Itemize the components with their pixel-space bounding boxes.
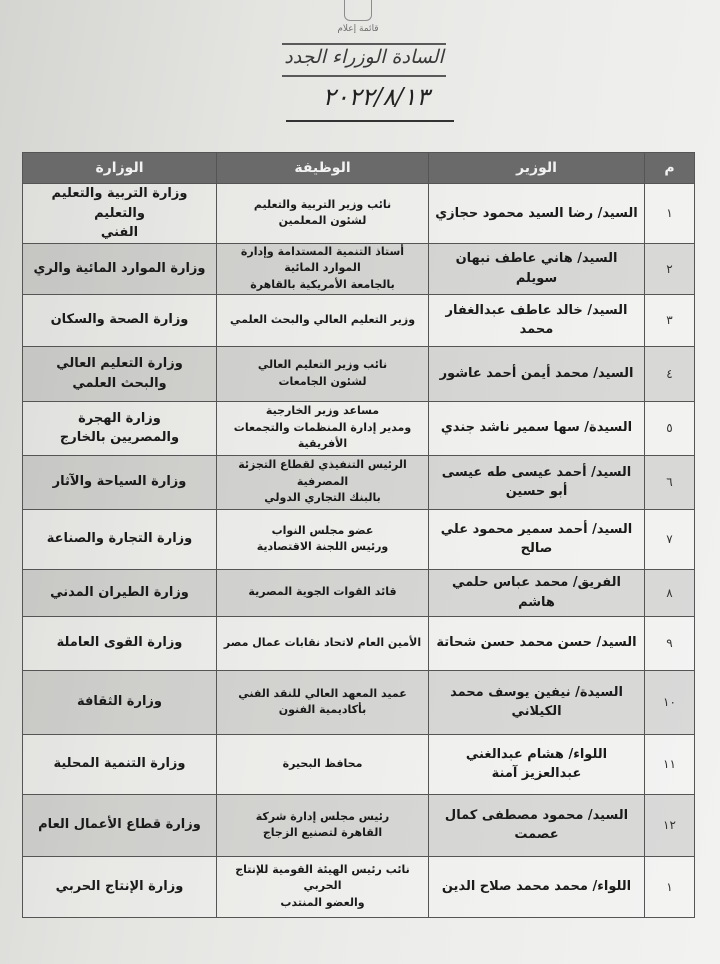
table-row	[23, 294, 695, 346]
row-number-text: ١١	[663, 757, 676, 771]
ministry-name-text: وزارة السياحة والآثار	[52, 474, 187, 490]
previous-position	[217, 401, 429, 455]
table-row	[23, 346, 695, 401]
table-header-row	[23, 153, 695, 184]
previous-position-text: بالجامعة الأمريكية بالقاهرة	[250, 277, 395, 291]
minister-name	[429, 569, 645, 616]
row-number	[645, 616, 695, 670]
previous-position	[217, 794, 429, 856]
previous-position-text: ورئيس اللجنة الاقتصادية	[256, 540, 389, 553]
previous-position-text: وزير التعليم العالي والبحث العلمي	[229, 312, 416, 326]
ministry-name-text: وزارة القوى العاملة	[56, 635, 183, 651]
minister-name-text: السيد/ رضا السيد محمود حجازي	[435, 205, 638, 221]
row-number	[645, 243, 695, 294]
row-number-text: ٨	[666, 585, 673, 600]
previous-position-text: قائد القوات الجوية المصرية	[248, 585, 397, 599]
ministry-name-text: وزارة التنمية المحلية	[53, 756, 186, 772]
ministry-name	[23, 401, 217, 455]
minister-name	[429, 616, 645, 670]
ministry-name-text: وزارة الموارد المائية والري	[33, 260, 206, 276]
previous-position-text: عميد المعهد العالي للنقد الفني	[238, 686, 407, 700]
row-number-text: ١٠	[663, 695, 676, 709]
row-number-text: ١٢	[663, 818, 676, 832]
minister-name-text: اللواء/ هشام عبدالغني عبدالعزيز آمنة	[465, 746, 608, 781]
table-row	[23, 569, 695, 616]
previous-position-text: الأمين العام لاتحاد نقابات عمال مصر	[223, 635, 422, 649]
previous-position-text: نائب رئيس الهيئة القومية للإنتاج الحربي	[235, 862, 410, 893]
previous-position	[217, 569, 429, 616]
previous-position-text: محافظ البحيرة	[282, 756, 363, 770]
minister-name-text: السيد/ هاني عاطف نبهان سويلم	[455, 251, 618, 286]
row-number	[645, 569, 695, 616]
ministry-name-text: وزارة التعليم العالي	[56, 356, 183, 371]
minister-name	[429, 455, 645, 509]
previous-position	[217, 455, 429, 509]
minister-name	[429, 794, 645, 856]
row-number	[645, 401, 695, 455]
row-number-text: ١	[666, 879, 673, 894]
column-header-number: م	[645, 153, 695, 184]
previous-position-text: بأكاديمية الفنون	[278, 703, 367, 716]
previous-position-text: عضو مجلس النواب	[271, 523, 374, 537]
minister-name-text: الفريق/ محمد عباس حلمي هاشم	[452, 575, 621, 610]
column-header-job: الوظيفة	[217, 153, 429, 184]
table-row	[23, 734, 695, 794]
page-title: السادة الوزراء الجدد	[284, 46, 444, 68]
table-row	[23, 794, 695, 856]
minister-name	[429, 294, 645, 346]
ministry-name	[23, 670, 217, 734]
emblem-icon	[344, 0, 372, 21]
previous-position-text: لشئون الجامعات	[278, 374, 367, 388]
previous-position	[217, 346, 429, 401]
ministry-name	[23, 294, 217, 346]
ministry-name	[23, 616, 217, 670]
table-row	[23, 243, 695, 294]
row-number	[645, 856, 695, 917]
minister-name-text: السيد/ حسن محمد حسن شحاتة	[436, 635, 637, 651]
ministry-name-text: وزارة الهجرة	[78, 410, 161, 426]
row-number-text: ٩	[666, 636, 673, 650]
seal-caption: قائمة إعلام	[337, 24, 379, 34]
date-underline	[286, 120, 454, 122]
row-number	[645, 455, 695, 509]
previous-position-text: ومدير إدارة المنظمات والتجمعات الأفريقية	[233, 420, 412, 451]
ministry-name-text: وزارة الطيران المدني	[50, 584, 189, 600]
column-header-minister: الوزير	[429, 153, 645, 184]
row-number	[645, 794, 695, 856]
previous-position	[217, 670, 429, 734]
ministry-name-text: وزارة الثقافة	[77, 694, 162, 710]
ministry-name-text: وزارة الصحة والسكان	[50, 312, 189, 328]
ministry-name	[23, 346, 217, 401]
previous-position-text: نائب وزير التربية والتعليم	[253, 197, 392, 211]
previous-position-text: رئيس مجلس إدارة شركة	[255, 809, 390, 823]
table-row	[23, 616, 695, 670]
minister-name	[429, 401, 645, 455]
minister-name	[429, 734, 645, 794]
table-row	[23, 184, 695, 244]
previous-position-text: لشئون المعلمين	[278, 214, 367, 228]
ministry-name	[23, 509, 217, 569]
title-overline	[282, 43, 446, 45]
column-header-ministry: الوزارة	[23, 153, 217, 184]
previous-position-text: أستاذ التنمية المستدامة وإدارة الموارد المائية	[240, 244, 405, 275]
ministry-name-text: وزارة التجارة والصناعة	[46, 531, 193, 547]
minister-name	[429, 243, 645, 294]
row-number	[645, 509, 695, 569]
title-underline	[282, 75, 446, 77]
row-number-text: ١	[666, 206, 673, 221]
row-number	[645, 294, 695, 346]
row-number	[645, 346, 695, 401]
previous-position	[217, 734, 429, 794]
minister-name-text: السيد/ أحمد عيسى طه عيسى أبو حسين	[441, 464, 632, 499]
table-row	[23, 401, 695, 455]
minister-name-text: السيد/ محمد أيمن أحمد عاشور	[439, 365, 634, 381]
ministry-name	[23, 243, 217, 294]
document-date: ٢٠٢٢/٨/١٣	[322, 83, 430, 111]
previous-position-text: مساعد وزير الخارجية	[265, 404, 380, 418]
previous-position	[217, 243, 429, 294]
ministry-name	[23, 184, 217, 244]
minister-name-text: السيدة/ نيفين يوسف محمد الكيلاني	[450, 684, 623, 719]
table-row	[23, 856, 695, 917]
previous-position-text: الرئيس التنفيذي لقطاع التجزئة المصرفية	[238, 458, 407, 488]
previous-position	[217, 856, 429, 917]
previous-position-text: نائب وزير التعليم العالي	[257, 358, 388, 371]
row-number	[645, 734, 695, 794]
minister-name-text: السيدة/ سها سمير ناشد جندي	[440, 420, 633, 436]
row-number-text: ٧	[666, 532, 673, 546]
row-number-text: ٣	[666, 313, 673, 327]
ministry-name-text: والمصريين بالخارج	[59, 430, 180, 445]
previous-position-text: القاهرة لتصنيع الزجاج	[262, 826, 383, 839]
previous-position-text: بالبنك التجاري الدولي	[264, 491, 381, 505]
ministry-name-text: وزارة التربية والتعليم والتعليم	[51, 186, 188, 221]
previous-position	[217, 294, 429, 346]
ministry-name-text: وزارة قطاع الأعمال العام	[38, 817, 201, 833]
minister-name	[429, 670, 645, 734]
ministry-name-text: الفني	[100, 225, 139, 240]
previous-position	[217, 616, 429, 670]
row-number-text: ٢	[666, 261, 673, 276]
minister-name-text: السيد/ خالد عاطف عبدالغفار محمد	[445, 302, 628, 337]
minister-name	[429, 856, 645, 917]
row-number-text: ٥	[666, 421, 673, 435]
ministry-name	[23, 734, 217, 794]
previous-position	[217, 184, 429, 244]
minister-name	[429, 184, 645, 244]
table-row	[23, 509, 695, 569]
ministry-name-text: وزارة الإنتاج الحربي	[55, 878, 184, 894]
ministry-name	[23, 569, 217, 616]
minister-name	[429, 346, 645, 401]
minister-name-text: السيد/ أحمد سمير محمود علي صالح	[440, 521, 633, 556]
ministry-name	[23, 794, 217, 856]
row-number	[645, 670, 695, 734]
row-number-text: ٦	[666, 475, 673, 489]
previous-position	[217, 509, 429, 569]
table-row	[23, 670, 695, 734]
ministry-name	[23, 455, 217, 509]
ministry-name	[23, 856, 217, 917]
minister-name	[429, 509, 645, 569]
table-row	[23, 455, 695, 509]
previous-position-text: والعضو المنتدب	[280, 895, 365, 909]
minister-name-text: اللواء/ محمد محمد صلاح الدين	[441, 878, 632, 894]
ministry-name-text: والبحث العلمي	[72, 375, 167, 391]
row-number-text: ٤	[666, 366, 673, 381]
minister-name-text: السيد/ محمود مصطفى كمال عصمت	[444, 807, 629, 842]
ministers-table	[22, 152, 695, 918]
row-number	[645, 184, 695, 244]
